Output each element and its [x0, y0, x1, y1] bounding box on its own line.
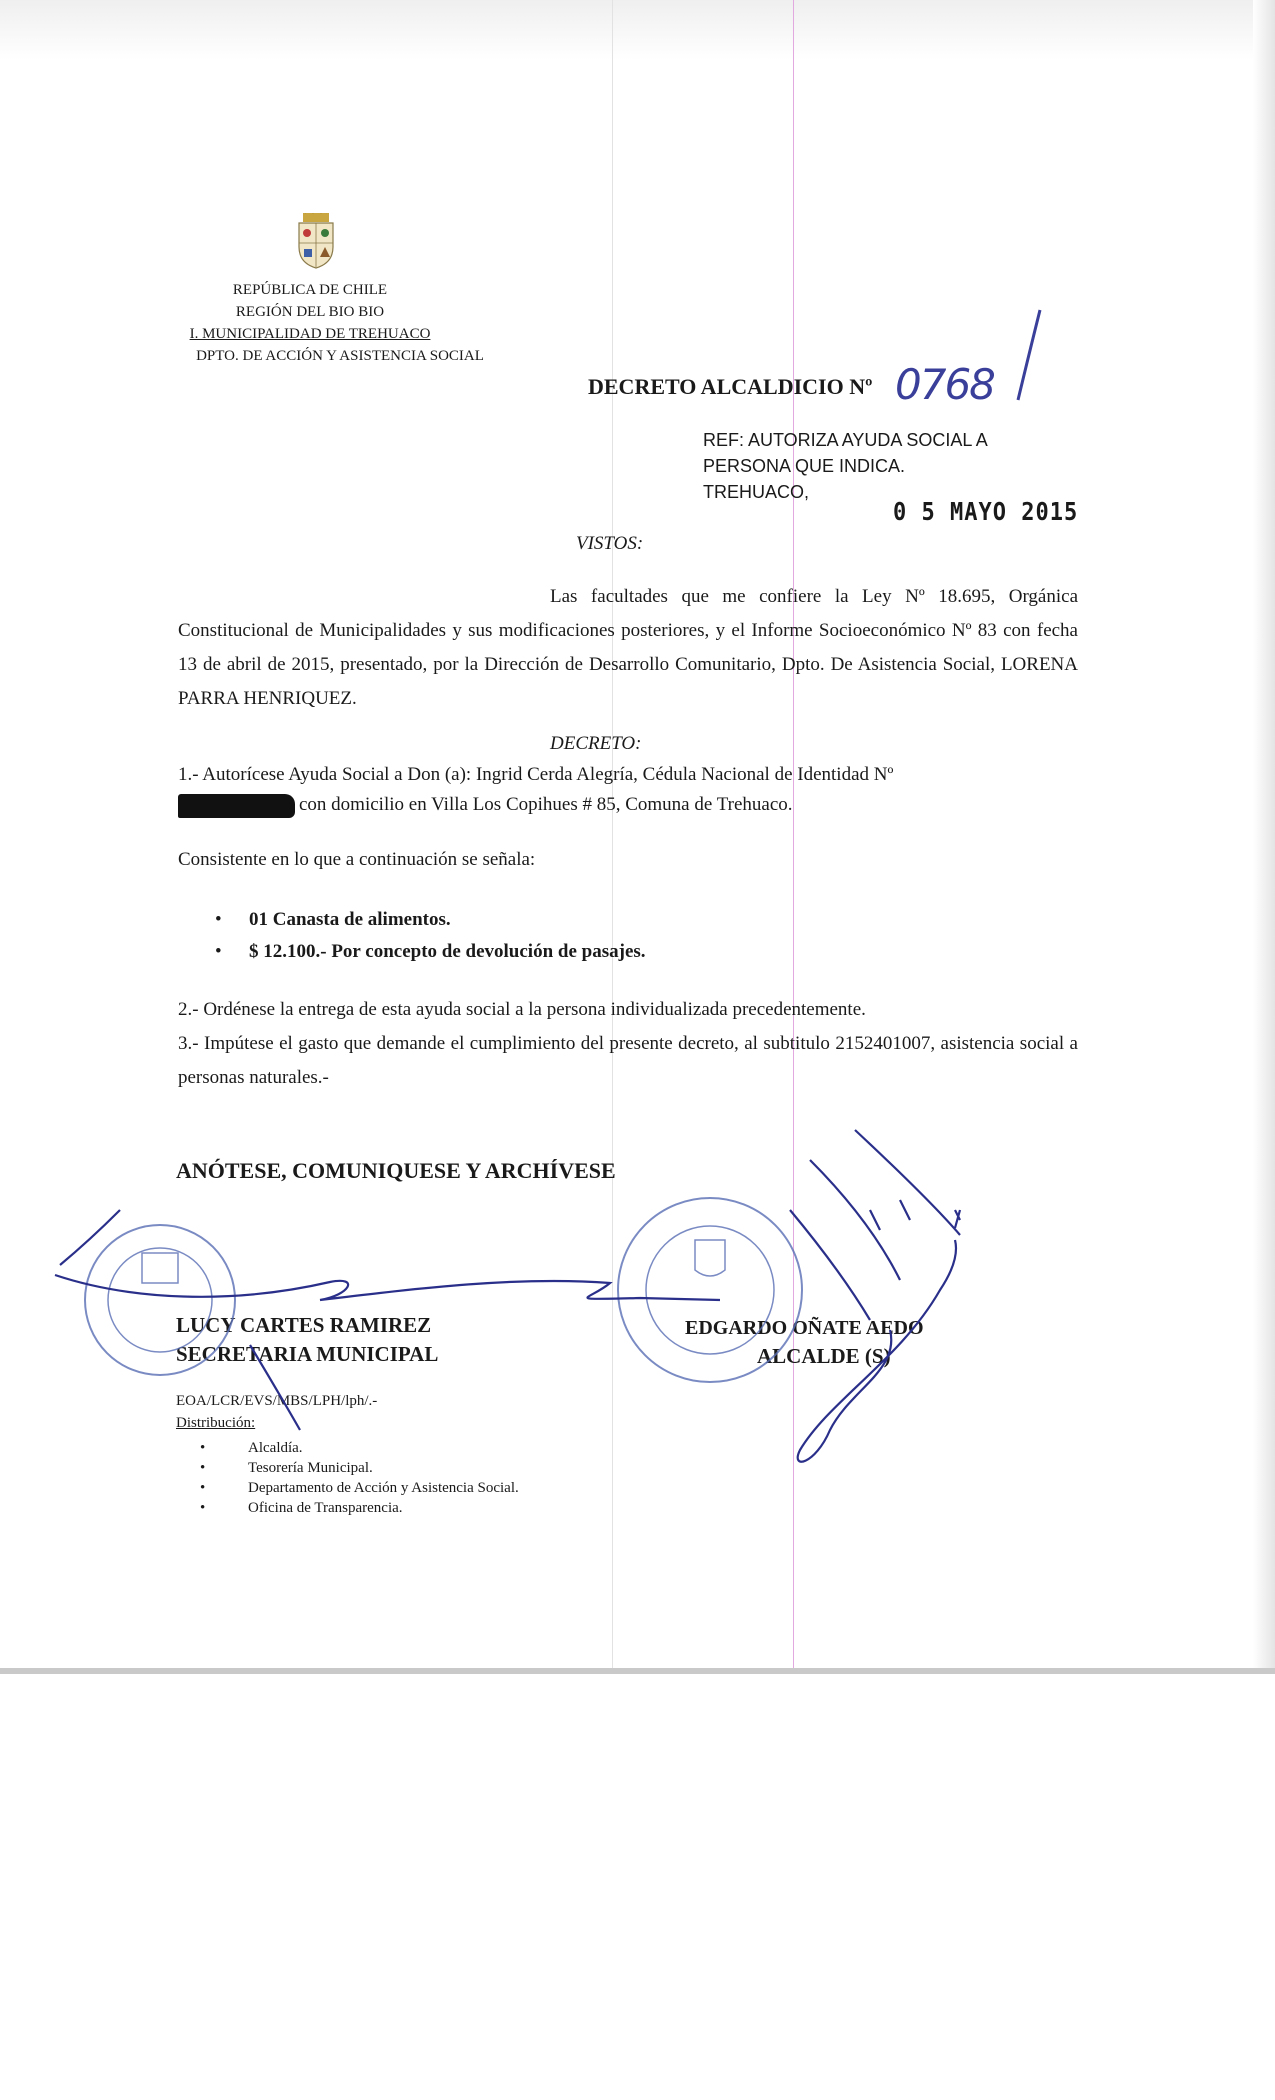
reference-initials: EOA/LCR/EVS/MBS/LPH/lph/.- [176, 1393, 378, 1409]
list-item: • Departamento de Acción y Asistencia Social. [200, 1478, 519, 1498]
ref-line-1: REF: AUTORIZA AYUDA SOCIAL A [703, 430, 988, 450]
scan-bottom-edge [0, 1668, 1275, 1674]
aid-list [215, 904, 646, 968]
header-region: REGIÓN DEL BIO BIO [235, 304, 385, 320]
header-republic: REPÚBLICA DE CHILE [232, 282, 388, 298]
decreto-heading: DECRETO: [550, 733, 642, 754]
decree-item-3: 3.- Impútese el gasto que demande el cumplimiento del presente decreto, al subtitulo 2152401007, asistencia social a personas naturales.- [178, 1033, 1078, 1088]
list-item: • 01 Canasta de alimentos. [215, 904, 646, 936]
closing-formula: ANÓTESE, COMUNIQUESE Y ARCHÍVESE [176, 1158, 616, 1183]
scan-shadow-top [0, 0, 1275, 60]
header-municipality: I. MUNICIPALIDAD DE TREHUACO [189, 326, 431, 342]
decree-item-1-text: 1.- Autorícese Ayuda Social a Don (a): Ingrid Cerda Alegría, Cédula Nacional de Identidad Nº [178, 764, 894, 785]
signer-left-role: SECRETARIA MUNICIPAL [176, 1342, 439, 1366]
distribution-list [200, 1438, 519, 1518]
consistente-line: Consistente en lo que a continuación se señala: [178, 849, 536, 870]
vistos-heading: VISTOS: [576, 533, 644, 554]
list-item: • $ 12.100.- Por concepto de devolución de pasajes. [215, 936, 646, 968]
redaction-block [178, 794, 295, 818]
signer-left-name: LUCY CARTES RAMIREZ [176, 1313, 432, 1337]
date-stamp: 0 5 MAYO 2015 [893, 498, 1079, 527]
decree-item-2: 2.- Ordénese la entrega de esta ayuda social a la persona individualizada precedentemente. [178, 999, 866, 1020]
decree-item-1 [178, 760, 1078, 820]
signer-right-name: EDGARDO OÑATE AEDO [685, 1317, 924, 1339]
municipal-coat-of-arms-icon [295, 213, 337, 269]
list-item: • Alcaldía. [200, 1438, 519, 1458]
ref-place: TREHUACO, [703, 482, 810, 502]
distribution-title: Distribución: [176, 1415, 256, 1431]
header-department: DPTO. DE ACCIÓN Y ASISTENCIA SOCIAL [196, 348, 484, 364]
fold-line-pink [793, 0, 794, 1668]
decree-title: DECRETO ALCALDICIO Nº [588, 374, 873, 399]
signer-right-role: ALCALDE (S) [757, 1344, 891, 1368]
vistos-paragraph: Las facultades que me confiere la Ley Nº 18.695, Orgánica Constitucional de Municipalidades y sus modificaciones posteriores, y el Informe Socioeconómico Nº 83 con fecha 13 de abril de 2015, presentado, por la Dirección de Desarrollo Comunitario, Dpto. De Asistencia Social, LORENA PARRA HENRIQUEZ. [178, 586, 1078, 709]
decree-number-handwritten: 0768 [895, 360, 994, 409]
list-item: • Oficina de Transparencia. [200, 1498, 519, 1518]
ref-line-2: PERSONA QUE INDICA. [703, 456, 906, 476]
fold-line [612, 0, 613, 1668]
list-item: • Tesorería Municipal. [200, 1458, 519, 1478]
scan-shadow-right [1253, 0, 1275, 1674]
decree-item-1-address: con domicilio en Villa Los Copihues # 85, Comuna de Trehuaco. [299, 794, 793, 815]
